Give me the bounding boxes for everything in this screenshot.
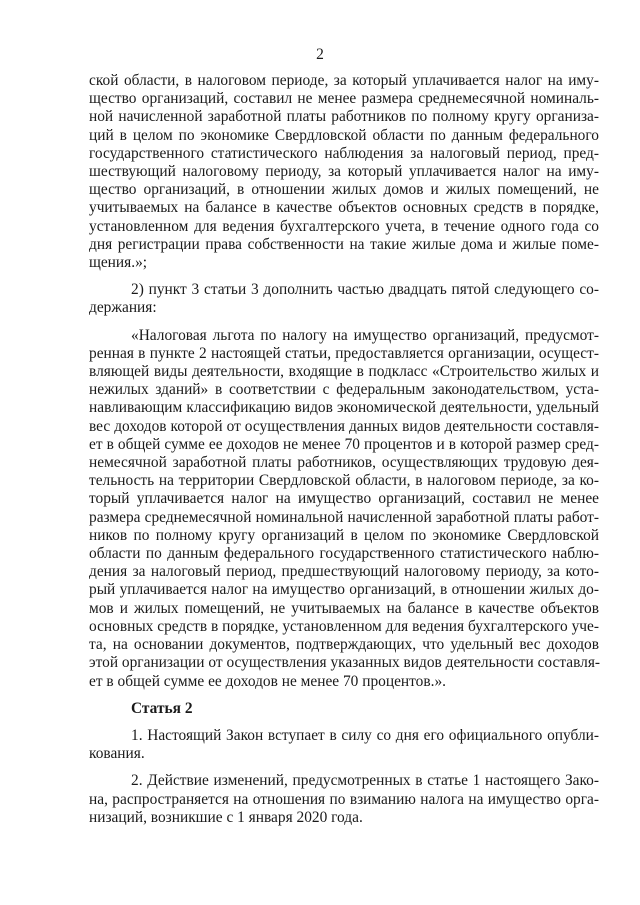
- text-line: вес доходов которой от осуществления данных видов деятельности составля-: [89, 417, 599, 435]
- text-line: тельность на территории Свердловской области, в налоговом периоде, за ко-: [89, 472, 599, 490]
- paragraph-2: [89, 281, 599, 317]
- text-line: ет в общей сумме ее доходов не менее 70 процентов.».: [89, 672, 447, 690]
- paragraph-4: [89, 727, 599, 763]
- page-number: 2: [316, 46, 324, 63]
- text-line: ет в общей сумме ее доходов не менее 70 процентов и в которой размер сред-: [89, 435, 599, 453]
- text-line: учитываемых на балансе в качестве объектов основных средств в порядке,: [89, 199, 599, 217]
- paragraph-5: [89, 772, 599, 827]
- text-line: 2. Действие изменений, предусмотренных в статье 1 настоящего Зако-: [131, 772, 599, 790]
- text-line: «Налоговая льгота по налогу на имущество организаций, предусмот-: [131, 326, 599, 344]
- text-line: установленном для ведения бухгалтерского учета, в течение одного года со: [89, 217, 599, 235]
- text-line: на, распространяется на отношения по взиманию налога на имущество орга-: [89, 790, 599, 808]
- text-line: торый уплачивается налог на имущество организаций, составил не менее: [89, 490, 599, 508]
- text-line: мов и жилых помещений, не учитываемых на балансе в качестве объектов: [89, 599, 599, 617]
- paragraph-3: [89, 327, 599, 691]
- text-line: кования.: [89, 745, 145, 763]
- text-line: 1. Настоящий Закон вступает в силу со дня его официального опубли-: [131, 726, 599, 744]
- text-line: государственного статистического наблюдения за налоговый период, пред-: [89, 144, 599, 162]
- text-line: рый уплачивается налог на имущество организаций, в отношении жилых до-: [89, 581, 599, 599]
- text-line: ной начисленной заработной платы работников по полному кругу организа-: [89, 108, 599, 126]
- text-line: низаций, возникшие с 1 января 2020 года.: [89, 808, 363, 826]
- text-line: ций в целом по экономике Свердловской области по данным федерального: [89, 126, 599, 144]
- text-line: ской области, в налоговом периоде, за который уплачивается налог на иму-: [89, 72, 599, 89]
- text-line: шествующий налоговому периоду, за который уплачивается налог на иму-: [89, 163, 599, 181]
- text-line: щество организаций, составил не менее размера среднемесячной номиналь-: [89, 90, 599, 108]
- text-line: немесячной заработной платы работников, осуществляющих трудовую дея-: [89, 454, 599, 472]
- text-line: области по данным федерального государственного статистического наблю-: [89, 545, 599, 563]
- text-line: основных средств в порядке, установленном для ведения бухгалтерского уче-: [89, 617, 599, 635]
- text-line: этой организации от осуществления указанных видов деятельности составля-: [89, 654, 601, 672]
- article-heading: Статья 2: [131, 699, 193, 717]
- text-line: навливающим классификацию видов экономической деятельности, удельный: [89, 399, 599, 417]
- paragraph-1: [89, 72, 599, 272]
- text-line: держания:: [89, 299, 157, 317]
- text-line: щество организаций, в отношении жилых домов и жилых помещений, не: [89, 181, 599, 199]
- text-line: дня регистрации права собственности на такие жилые дома и жилые поме-: [89, 235, 599, 253]
- text-line: щения.»;: [89, 254, 148, 272]
- text-line: размера среднемесячной номинальной начисленной заработной платы работ-: [89, 508, 599, 526]
- text-line: дения за налоговый период, предшествующий налоговому периоду, за кото-: [89, 563, 599, 581]
- text-line: вляющей виды деятельности, входящие в подкласс «Строительство жилых и: [89, 363, 599, 381]
- text-line: нежилых зданий» в соответствии с федеральным законодательством, уста-: [89, 381, 599, 399]
- document-body: [89, 72, 599, 827]
- text-line: ников по полному кругу организаций в целом по экономике Свердловской: [89, 526, 599, 544]
- text-line: ренная в пункте 2 настоящей статьи, предоставляется организации, осущест-: [89, 344, 599, 362]
- text-line: та, на основании документов, подтверждающих, что удельный вес доходов: [89, 636, 599, 654]
- text-line: 2) пункт 3 статьи 3 дополнить частью двадцать пятой следующего со-: [131, 281, 599, 299]
